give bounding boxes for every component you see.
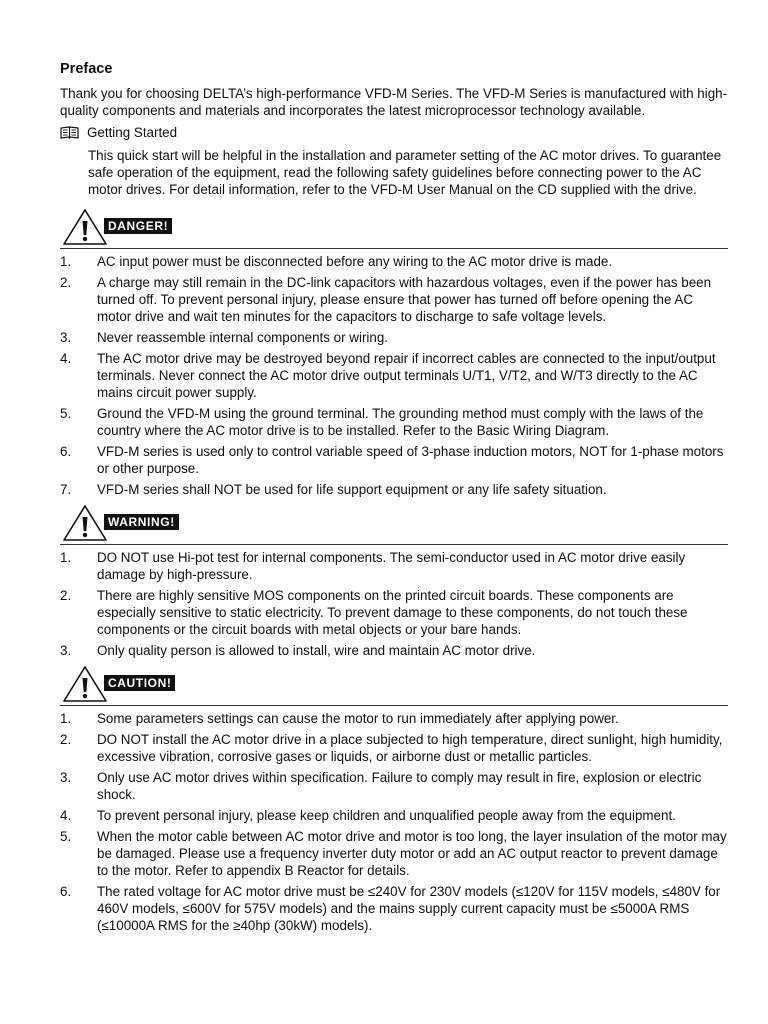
warning-item [60,587,728,638]
danger-item [60,329,728,346]
getting-started-heading [60,124,728,141]
item-number: 5. [60,406,72,421]
open-book-icon [60,126,79,139]
item-text: DO NOT install the AC motor drive in a place subjected to high temperature, direct sunlight, high humidity, excessive vibration, corrosive gases or liquids, or airborne dust or metallic particles. [97,732,723,764]
warning-label: WARNING! [104,514,179,530]
item-text: The rated voltage for AC motor drive must be ≤240V for 230V models (≤120V for 115V models, ≤480V for 460V models, ≤600V for 575V models) and the mains supply current capacity must be ≤5000A RMS (≤10000A RMS for the ≥40hp (30kW) models). [97,884,721,933]
item-text: VFD-M series shall NOT be used for life support equipment or any life safety situation. [97,482,607,497]
getting-started-text: This quick start will be helpful in the installation and parameter setting of the AC motor drives. To guarantee safe operation of the equipment, read the following safety guidelines before connecting power to the AC motor drives. For detail information, refer to the VFD-M User Manual on the CD supplied with the drive. [88,148,722,197]
caution-item [60,731,728,765]
item-text: Some parameters settings can cause the motor to run immediately after applying power. [97,711,619,726]
item-number: 6. [60,444,72,459]
item-number: 3. [60,330,72,345]
preface-intro: Thank you for choosing DELTA’s high-performance VFD-M Series. The VFD-M Series is manufactured with high-quality components and materials and incorporates the latest microprocessor technology available. [60,86,728,118]
danger-item [60,481,728,498]
item-number: 1. [60,550,72,565]
item-number: 3. [60,770,72,785]
caution-item [60,769,728,803]
item-number: 1. [60,254,72,269]
item-text: AC input power must be disconnected before any wiring to the AC motor drive is made. [97,254,613,269]
danger-label: DANGER! [104,218,172,234]
item-number: 1. [60,711,72,726]
item-text: Never reassemble internal components or wiring. [97,330,389,345]
warning-triangle-icon [62,504,108,542]
item-number: 2. [60,588,72,603]
danger-header [60,208,728,249]
getting-started-label: Getting Started [87,125,178,140]
item-text: DO NOT use Hi-pot test for internal components. The semi-conductor used in AC motor drive easily damage by high-pressure. [97,550,686,582]
danger-item [60,274,728,325]
caution-item [60,710,728,727]
item-number: 6. [60,884,72,899]
item-text: VFD-M series is used only to control variable speed of 3-phase induction motors, NOT for 1-phase motors or other purpose. [97,444,724,476]
item-text: Ground the VFD-M using the ground terminal. The grounding method must comply with the laws of the country where the AC motor drive is to be installed. Refer to the Basic Wiring Diagram. [97,406,704,438]
item-text: Only use AC motor drives within specification. Failure to comply may result in fire, explosion or electric shock. [97,770,702,802]
item-number: 2. [60,275,72,290]
caution-item [60,883,728,934]
warning-triangle-icon [62,665,108,703]
warning-item [60,642,728,659]
item-number: 3. [60,643,72,658]
caution-list [60,710,728,934]
item-text: To prevent personal injury, please keep children and unqualified people away from the equipment. [97,808,676,823]
caution-label: CAUTION! [104,675,175,691]
caution-item [60,828,728,879]
warning-triangle-icon [62,208,108,246]
item-number: 4. [60,808,72,823]
item-text: Only quality person is allowed to install, wire and maintain AC motor drive. [97,643,536,658]
caution-item [60,807,728,824]
item-text: A charge may still remain in the DC-link capacitors with hazardous voltages, even if the power has been turned off. To prevent personal injury, please ensure that power has turned off before opening the AC motor drive and wait ten minutes for the capacitors to discharge to safe voltage levels. [97,275,712,324]
item-text: When the motor cable between AC motor drive and motor is too long, the layer insulation of the motor may be damaged. Please use a frequency inverter duty motor or add an AC output reactor to prevent damage to the motor. Refer to appendix B Reactor for details. [97,829,727,878]
danger-item [60,405,728,439]
preface-title: Preface [60,61,113,77]
danger-item [60,350,728,401]
danger-item [60,253,728,270]
danger-list [60,253,728,498]
item-number: 5. [60,829,72,844]
item-text: The AC motor drive may be destroyed beyond repair if incorrect cables are connected to the input/output terminals. Never connect the AC motor drive output terminals U/T1, V/T2, and W/T3 directly to the AC mains circuit power supply. [97,351,716,400]
warning-list [60,549,728,659]
warning-item [60,549,728,583]
caution-header [60,665,728,706]
item-text: There are highly sensitive MOS components on the printed circuit boards. These components are especially sensitive to static electricity. To prevent damage to these components, do not touch these components or the circuit boards with metal objects or your bare hands. [97,588,688,637]
item-number: 7. [60,482,72,497]
item-number: 2. [60,732,72,747]
warning-header [60,504,728,545]
item-number: 4. [60,351,72,366]
danger-item [60,443,728,477]
document-page [60,60,728,940]
